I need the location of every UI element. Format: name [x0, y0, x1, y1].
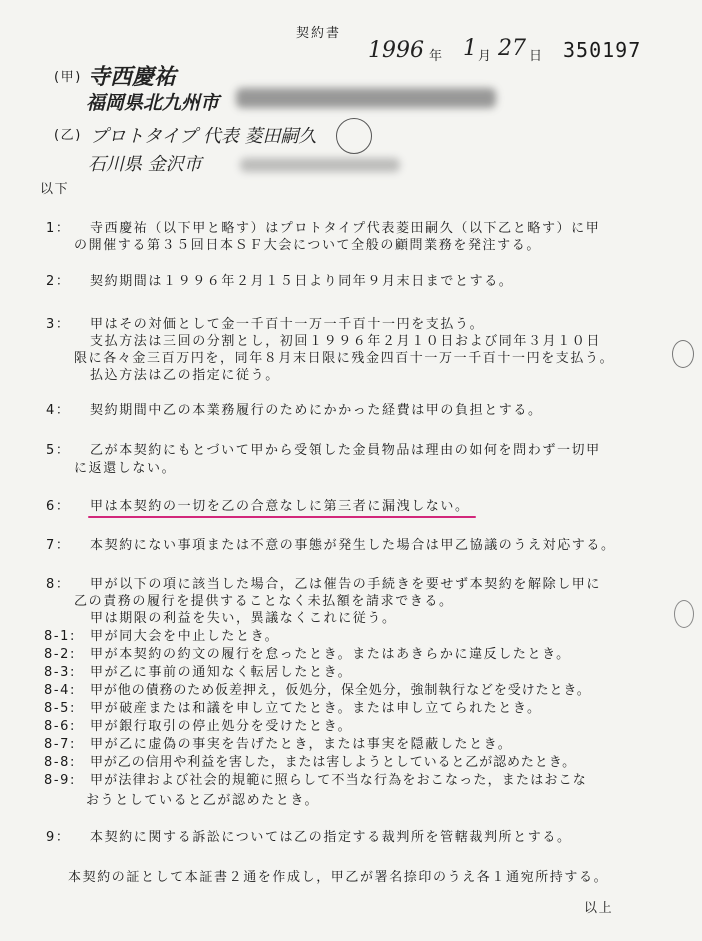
clause-number: 5： [46, 443, 71, 458]
clause-number: 2： [46, 274, 71, 289]
subclause-number: 8-5: [44, 701, 77, 716]
subclause-number: 8-7: [44, 737, 77, 752]
clause-line: 甲はその対価として金一千百十一万一千百十一円を支払う。 [90, 317, 485, 332]
subclause-number: 8-9: [44, 773, 77, 788]
subclause-text: 甲が他の債務のため仮差押え，仮処分，保全処分，強制執行などを受けたとき。 [90, 683, 591, 698]
subclause-text: 甲が同大会を中止したとき。 [90, 629, 280, 644]
party-a-name: 寺西慶祐 [88, 64, 177, 90]
party-a-address: 福岡県北九州市 [86, 92, 220, 114]
clause-line: 契約期間中乙の本業務履行のためにかかった経費は甲の負担とする。 [90, 403, 543, 418]
party-b-label: (乙) [54, 128, 82, 143]
clause-line: 乙が本契約にもとづいて甲から受領した金員物品は理由の如何を問わず一切甲 [90, 443, 601, 458]
clause-line: 甲は本契約の一切を乙の合意なしに第三者に漏洩しない。 [90, 499, 470, 514]
clause-number: 6： [46, 499, 71, 514]
clause-number: 3： [46, 317, 71, 332]
date-year-unit: 年 [429, 49, 443, 64]
closing-statement: 本契約の証として本証書２通を作成し，甲乙が署名捺印のうえ各１通宛所持する。 [68, 870, 609, 885]
end-mark: 以上 [584, 901, 614, 916]
party-a-label: (甲) [54, 70, 82, 85]
party-b-address: 石川県 金沢市 [88, 154, 202, 175]
date-month: 1 [463, 36, 477, 61]
date-year: 1996 [368, 38, 424, 63]
redacted-address-b [240, 158, 400, 172]
clause-number: 9： [46, 830, 71, 845]
clause-number: 8： [46, 577, 71, 592]
date-month-unit: 月 [478, 49, 492, 64]
subclause-number: 8-1: [44, 629, 77, 644]
party-b-name: プロトタイプ 代表 菱田嗣久 [90, 126, 317, 147]
seal-stamp [336, 118, 372, 154]
subclause-number: 8-8: [44, 755, 77, 770]
subclause-text: 甲が法律および社会的規範に照らして不当な行為をおこなった，またはおこな [90, 773, 588, 788]
clause-line: 支払方法は三回の分割とし，初回１９９６年２月１０日および同年３月１０日 [90, 334, 602, 349]
clause-line: 契約期間は１９９６年２月１５日より同年９月末日までとする。 [90, 274, 514, 289]
clause-number: 7： [46, 538, 71, 553]
date-day-unit: 日 [529, 49, 543, 64]
subclause-text: 甲が乙の信用や利益を害した，または害しようとしていると乙が認めたとき。 [90, 755, 576, 770]
clause-line: の開催する第３５回日本ＳＦ大会について全般の顧問業務を発注する。 [74, 238, 541, 253]
intro-text: 以下 [40, 182, 70, 197]
margin-seal-mark [672, 340, 694, 368]
clause-line: 払込方法は乙の指定に従う。 [90, 368, 280, 383]
clause-line: 寺西慶祐（以下甲と略す）はプロトタイプ代表菱田嗣久（以下乙と略す）に甲 [90, 221, 601, 236]
subclause-text-continued: おうとしていると乙が認めたとき。 [86, 793, 320, 808]
clause-number: 1： [46, 221, 71, 236]
redacted-address-a [236, 88, 496, 108]
subclause-text: 甲が乙に虚偽の事実を告げたとき，または事実を隠蔽したとき。 [90, 737, 513, 752]
margin-seal-mark [674, 600, 694, 628]
document-number: 350197 [563, 38, 642, 62]
clause-number: 4： [46, 403, 71, 418]
subclause-text: 甲が乙に事前の通知なく転居したとき。 [90, 665, 353, 680]
subclause-number: 8-6: [44, 719, 77, 734]
clause-line: 乙の責務の履行を提供することなく未払額を請求できる。 [74, 594, 454, 609]
document-title: 契約書 [296, 26, 342, 41]
clause-line: 本契約に関する訴訟については乙の指定する裁判所を管轄裁判所とする。 [90, 830, 572, 845]
subclause-text: 甲が本契約の約文の履行を怠ったとき。またはあきらかに違反したとき。 [90, 647, 571, 662]
subclause-number: 8-4: [44, 683, 77, 698]
clause-line: 甲は期限の利益を失い，異議なくこれに従う。 [90, 611, 397, 626]
clause-line: 甲が以下の項に該当した場合，乙は催告の手続きを要せず本契約を解除し甲に [90, 577, 602, 592]
subclause-number: 8-3: [44, 665, 77, 680]
subclause-number: 8-2: [44, 647, 77, 662]
highlight-underline [88, 516, 476, 518]
subclause-text: 甲が銀行取引の停止処分を受けたとき。 [90, 719, 353, 734]
subclause-text: 甲が破産または和議を申し立てたとき。または申し立てられたとき。 [90, 701, 542, 716]
clause-line: 限に各々金三百万円を，同年８月末日限に残金四百十一万一千百十一円を支払う。 [74, 351, 615, 366]
date-day: 27 [498, 36, 526, 61]
clause-line: に返還しない。 [74, 461, 177, 476]
clause-line: 本契約にない事項または不意の事態が発生した場合は甲乙協議のうえ対応する。 [90, 538, 616, 553]
